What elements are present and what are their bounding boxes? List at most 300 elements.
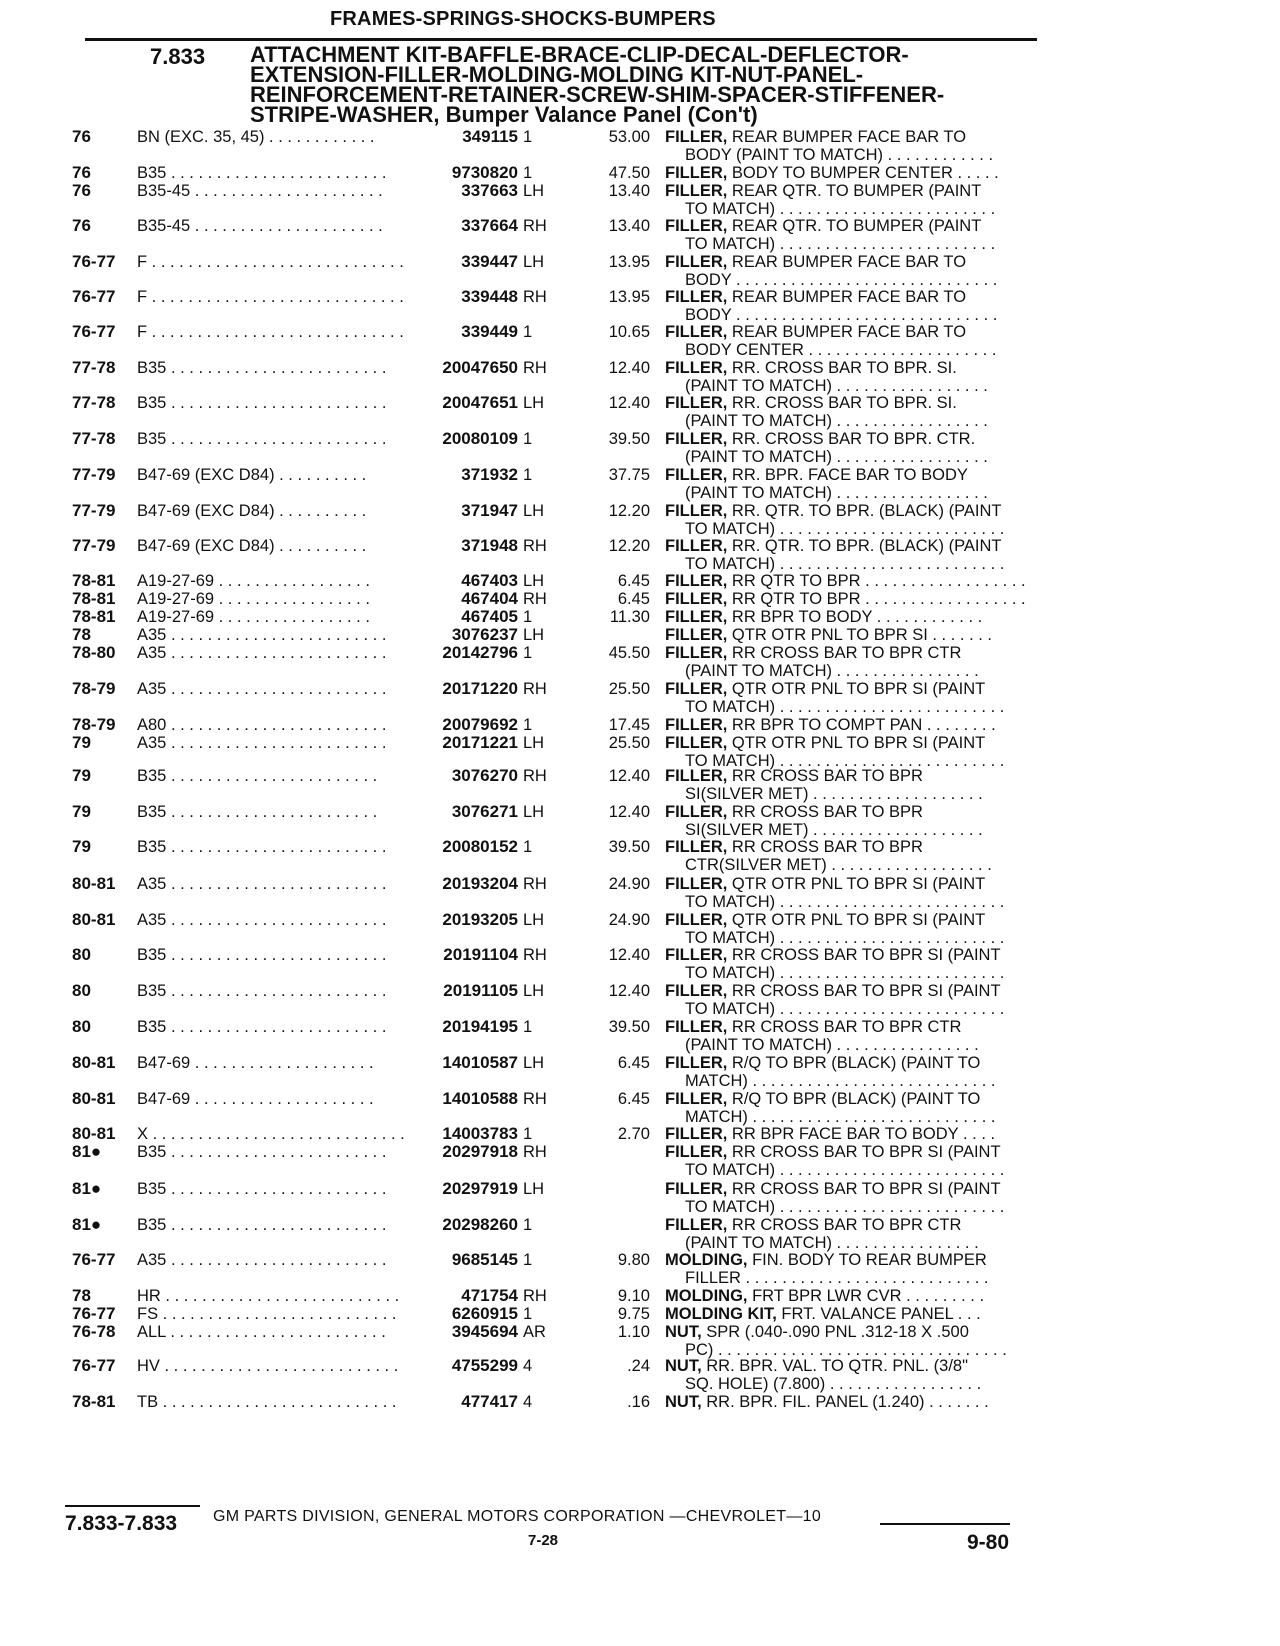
quantity-cell: LH [523, 394, 545, 412]
description-text: RR. CROSS BAR TO BPR. SI. [727, 359, 957, 377]
model-cell: B35 . . . . . . . . . . . . . . . . . . . . . . . [137, 767, 378, 785]
description-keyword: FILLER, [665, 288, 728, 306]
price-cell: 47.50 [608, 164, 650, 182]
description-cell [665, 626, 1035, 644]
description-keyword: MOLDING KIT, [665, 1305, 777, 1323]
model-cell: B47-69 . . . . . . . . . . . . . . . . . . . . [137, 1054, 374, 1072]
part-number-cell: 371947 [461, 501, 518, 520]
description-cell [665, 1251, 1035, 1269]
year-cell: 80 [72, 1017, 91, 1036]
quantity-cell: LH [523, 572, 545, 590]
description-text: REAR BUMPER FACE BAR TO [727, 128, 967, 146]
description-continuation: BODY . . . . . . . . . . . . . . . . . . . . . . . . . . . . . [685, 271, 998, 289]
price-cell: 9.80 [617, 1251, 650, 1269]
quantity-cell: LH [523, 1054, 545, 1072]
footer-publisher: GM PARTS DIVISION, GENERAL MOTORS CORPORATION —CHEVROLET—10 [213, 1508, 822, 1525]
part-number-cell: 3076237 [451, 625, 518, 644]
quantity-cell: 1 [523, 323, 533, 341]
price-cell: 6.45 [617, 590, 650, 608]
model-cell: B47-69 (EXC D84) . . . . . . . . . . [137, 502, 367, 520]
part-number-cell: 20080152 [442, 837, 518, 856]
quantity-cell: LH [523, 911, 545, 929]
description-continuation: (PAINT TO MATCH) . . . . . . . . . . . . . . . . . [685, 377, 988, 395]
year-cell: 80-81 [72, 910, 116, 929]
part-number-cell: 477417 [461, 1392, 518, 1411]
description-cell [665, 803, 1035, 821]
model-cell: B47-69 (EXC D84) . . . . . . . . . . [137, 466, 367, 484]
description-continuation: FILLER . . . . . . . . . . . . . . . . . . . . . . . . . . . [685, 1269, 989, 1287]
model-cell: A19-27-69 . . . . . . . . . . . . . . . . . [137, 590, 370, 608]
description-continuation: TO MATCH) . . . . . . . . . . . . . . . . . . . . . . . . . [685, 752, 1005, 770]
description-text: QTR OTR PNL TO BPR SI (PAINT [727, 875, 986, 893]
year-cell: 77-78 [72, 358, 116, 377]
model-cell: ALL . . . . . . . . . . . . . . . . . . . . . . . . [137, 1323, 386, 1341]
quantity-cell: RH [523, 1090, 547, 1108]
description-continuation: (PAINT TO MATCH) . . . . . . . . . . . . . . . . . [685, 448, 988, 466]
price-cell: 24.90 [608, 875, 650, 893]
description-continuation: TO MATCH) . . . . . . . . . . . . . . . . . . . . . . . . . [685, 929, 1005, 947]
part-number-cell: 20171221 [442, 733, 518, 752]
description-keyword: FILLER, [665, 217, 728, 235]
part-number-cell: 20194195 [442, 1017, 518, 1036]
model-cell: B35-45 . . . . . . . . . . . . . . . . . . . . . [137, 182, 383, 200]
model-cell: B35-45 . . . . . . . . . . . . . . . . . . . . . [137, 217, 383, 235]
description-keyword: FILLER, [665, 1143, 728, 1161]
model-cell: A19-27-69 . . . . . . . . . . . . . . . . . [137, 608, 370, 626]
description-continuation: (PAINT TO MATCH) . . . . . . . . . . . . . . . . [685, 1036, 979, 1054]
description-cell [665, 1054, 1035, 1072]
quantity-cell: RH [523, 288, 547, 306]
description-text: RR. BPR. FACE BAR TO BODY [727, 466, 968, 484]
model-cell: A35 . . . . . . . . . . . . . . . . . . . . . . . . [137, 680, 387, 698]
model-cell: HR . . . . . . . . . . . . . . . . . . . . . . . . . . [137, 1287, 400, 1305]
part-number-cell: 467405 [461, 607, 518, 626]
description-continuation: PC) . . . . . . . . . . . . . . . . . . . . . . . . . . . . . . . . [685, 1341, 1007, 1359]
description-keyword: FILLER, [665, 1090, 728, 1108]
year-cell: 79 [72, 837, 91, 856]
description-cell [665, 394, 1035, 412]
model-cell: A35 . . . . . . . . . . . . . . . . . . . . . . . . [137, 644, 387, 662]
quantity-cell: RH [523, 217, 547, 235]
price-cell: 37.75 [608, 466, 650, 484]
description-cell [665, 946, 1035, 964]
description-continuation: (PAINT TO MATCH) . . . . . . . . . . . . . . . . . [685, 484, 988, 502]
part-number-cell: 9730820 [451, 163, 518, 182]
description-cell [665, 1393, 1035, 1411]
part-number-cell: 20047651 [442, 393, 518, 412]
description-cell [665, 1323, 1035, 1341]
price-cell: 25.50 [608, 734, 650, 752]
description-keyword: FILLER, [665, 590, 728, 608]
year-cell: 76 [72, 181, 91, 200]
model-cell: TB . . . . . . . . . . . . . . . . . . . . . . . . . . [137, 1393, 397, 1411]
quantity-cell: LH [523, 803, 545, 821]
quantity-cell: 1 [523, 164, 533, 182]
description-keyword: FILLER, [665, 253, 728, 271]
description-keyword: FILLER, [665, 323, 728, 341]
quantity-cell: 1 [523, 1216, 533, 1234]
description-keyword: FILLER, [665, 182, 728, 200]
quantity-cell: RH [523, 767, 547, 785]
description-cell [665, 1125, 1035, 1143]
quantity-cell: RH [523, 946, 547, 964]
footer-page-number: 7-28 [528, 1532, 559, 1549]
description-keyword: FILLER, [665, 608, 728, 626]
quantity-cell: 1 [523, 430, 533, 448]
year-cell: 76-77 [72, 287, 116, 306]
model-cell: B35 . . . . . . . . . . . . . . . . . . . . . . . . [137, 946, 387, 964]
quantity-cell: 4 [523, 1357, 533, 1375]
year-cell: 81● [72, 1142, 102, 1161]
quantity-cell: LH [523, 626, 545, 644]
description-cell [665, 537, 1035, 555]
description-continuation: BODY (PAINT TO MATCH) . . . . . . . . . . . . [685, 146, 994, 164]
part-number-cell: 20297919 [442, 1179, 518, 1198]
model-cell: F . . . . . . . . . . . . . . . . . . . . . . . . . . . . [137, 323, 404, 341]
description-continuation: (PAINT TO MATCH) . . . . . . . . . . . . . . . . [685, 1234, 979, 1252]
quantity-cell: RH [523, 1287, 547, 1305]
price-cell: 17.45 [608, 716, 650, 734]
model-cell: B35 . . . . . . . . . . . . . . . . . . . . . . . . [137, 1143, 387, 1161]
price-cell: .24 [627, 1357, 650, 1375]
part-number-cell: 20297918 [442, 1142, 518, 1161]
description-text: RR CROSS BAR TO BPR SI (PAINT [727, 1180, 1001, 1198]
quantity-cell: RH [523, 875, 547, 893]
description-continuation: SI(SILVER MET) . . . . . . . . . . . . . . . . . . . [685, 821, 983, 839]
description-cell [665, 911, 1035, 929]
description-keyword: FILLER, [665, 1125, 728, 1143]
price-cell: 2.70 [617, 1125, 650, 1143]
description-cell [665, 590, 1035, 608]
description-cell [665, 128, 1035, 146]
description-continuation: TO MATCH) . . . . . . . . . . . . . . . . . . . . . . . . . [685, 520, 1005, 538]
model-cell: B35 . . . . . . . . . . . . . . . . . . . . . . . . [137, 164, 387, 182]
description-text: R/Q TO BPR (BLACK) (PAINT TO [727, 1054, 981, 1072]
year-cell: 78-81 [72, 1392, 116, 1411]
description-keyword: FILLER, [665, 164, 728, 182]
description-text: RR. QTR. TO BPR. (BLACK) (PAINT [727, 537, 1002, 555]
model-cell: B35 . . . . . . . . . . . . . . . . . . . . . . . . [137, 430, 387, 448]
part-number-cell: 20080109 [442, 429, 518, 448]
price-cell: 39.50 [608, 1018, 650, 1036]
description-text: BODY TO BUMPER CENTER . . . . . [727, 164, 999, 182]
description-continuation: BODY CENTER . . . . . . . . . . . . . . . . . . . . . [685, 341, 997, 359]
description-text: RR. QTR. TO BPR. (BLACK) (PAINT [727, 502, 1002, 520]
price-cell: 12.40 [608, 803, 650, 821]
year-cell: 80-81 [72, 1053, 116, 1072]
description-keyword: FILLER, [665, 911, 728, 929]
part-number-cell: 3076270 [451, 766, 518, 785]
model-cell: BN (EXC. 35, 45) . . . . . . . . . . . . [137, 128, 375, 146]
part-number-cell: 20079692 [442, 715, 518, 734]
description-keyword: FILLER, [665, 982, 728, 1000]
description-cell [665, 430, 1035, 448]
quantity-cell: LH [523, 1180, 545, 1198]
description-keyword: FILLER, [665, 803, 728, 821]
description-keyword: FILLER, [665, 1054, 728, 1072]
description-text: RR CROSS BAR TO BPR [727, 767, 923, 785]
description-continuation: TO MATCH) . . . . . . . . . . . . . . . . . . . . . . . . . [685, 698, 1005, 716]
quantity-cell: 1 [523, 1251, 533, 1269]
section-title-line: REINFORCEMENT-RETAINER-SCREW-SHIM-SPACER-STIFFENER- [250, 82, 945, 107]
quantity-cell: 1 [523, 1305, 533, 1323]
quantity-cell: LH [523, 734, 545, 752]
description-text: RR BPR FACE BAR TO BODY . . . . [727, 1125, 996, 1143]
quantity-cell: 4 [523, 1393, 533, 1411]
model-cell: B47-69 (EXC D84) . . . . . . . . . . [137, 537, 367, 555]
description-cell [665, 1357, 1035, 1375]
year-cell: 78-81 [72, 571, 116, 590]
year-cell: 78-79 [72, 679, 116, 698]
quantity-cell: 1 [523, 128, 533, 146]
description-text: R/Q TO BPR (BLACK) (PAINT TO [727, 1090, 981, 1108]
part-number-cell: 6260915 [451, 1304, 518, 1323]
year-cell: 76-77 [72, 1356, 116, 1375]
model-cell: FS . . . . . . . . . . . . . . . . . . . . . . . . . . [137, 1305, 397, 1323]
year-cell: 80-81 [72, 1089, 116, 1108]
price-cell: 6.45 [617, 1090, 650, 1108]
description-cell [665, 502, 1035, 520]
description-cell [665, 1180, 1035, 1198]
year-cell: 78-80 [72, 643, 116, 662]
price-cell: 12.40 [608, 767, 650, 785]
footer-rule-left [65, 1505, 200, 1507]
description-text: RR CROSS BAR TO BPR CTR [727, 1216, 962, 1234]
description-continuation: BODY . . . . . . . . . . . . . . . . . . . . . . . . . . . . . [685, 306, 998, 324]
price-cell: 13.95 [608, 288, 650, 306]
description-cell [665, 982, 1035, 1000]
description-cell [665, 217, 1035, 235]
year-cell: 81● [72, 1215, 102, 1234]
description-keyword: NUT, [665, 1393, 702, 1411]
model-cell: B47-69 . . . . . . . . . . . . . . . . . . . . [137, 1090, 374, 1108]
year-cell: 76 [72, 127, 91, 146]
model-cell: A19-27-69 . . . . . . . . . . . . . . . . . [137, 572, 370, 590]
quantity-cell: 1 [523, 466, 533, 484]
year-cell: 79 [72, 766, 91, 785]
year-cell: 78-81 [72, 589, 116, 608]
model-cell: A35 . . . . . . . . . . . . . . . . . . . . . . . . [137, 1251, 387, 1269]
description-text: RR. BPR. VAL. TO QTR. PNL. (3/8" [701, 1357, 968, 1375]
part-number-cell: 14003783 [442, 1124, 518, 1143]
description-text: RR BPR TO BODY . . . . . . . . . . . . [727, 608, 983, 626]
description-text: REAR QTR. TO BUMPER (PAINT [727, 217, 982, 235]
description-cell [665, 1143, 1035, 1161]
quantity-cell: RH [523, 590, 547, 608]
description-keyword: FILLER, [665, 644, 728, 662]
description-cell [665, 572, 1035, 590]
part-number-cell: 339449 [461, 322, 518, 341]
description-text: RR CROSS BAR TO BPR [727, 838, 923, 856]
price-cell: .16 [627, 1393, 650, 1411]
year-cell: 77-78 [72, 393, 116, 412]
description-text: RR CROSS BAR TO BPR [727, 803, 923, 821]
description-continuation: TO MATCH) . . . . . . . . . . . . . . . . . . . . . . . . [685, 200, 996, 218]
description-cell [665, 1287, 1035, 1305]
description-text: RR QTR TO BPR . . . . . . . . . . . . . . . . . . [727, 572, 1026, 590]
quantity-cell: RH [523, 1143, 547, 1161]
quantity-cell: RH [523, 680, 547, 698]
footer-date: 9-80 [967, 1531, 1010, 1554]
description-keyword: FILLER, [665, 1018, 728, 1036]
description-cell [665, 838, 1035, 856]
description-keyword: FILLER, [665, 767, 728, 785]
quantity-cell: 1 [523, 1018, 533, 1036]
part-number-cell: 20171220 [442, 679, 518, 698]
price-cell: 9.10 [617, 1287, 650, 1305]
part-number-cell: 14010588 [442, 1089, 518, 1108]
part-number-cell: 471754 [461, 1286, 518, 1305]
model-cell: F . . . . . . . . . . . . . . . . . . . . . . . . . . . . [137, 253, 404, 271]
description-text: REAR BUMPER FACE BAR TO [727, 253, 967, 271]
year-cell: 78 [72, 1286, 91, 1305]
description-cell [665, 323, 1035, 341]
part-number-cell: 20191104 [443, 945, 518, 964]
year-cell: 77-79 [72, 501, 116, 520]
section-title-line: ATTACHMENT KIT-BAFFLE-BRACE-CLIP-DECAL-DEFLECTOR- [250, 42, 909, 67]
model-cell: HV . . . . . . . . . . . . . . . . . . . . . . . . . . [137, 1357, 399, 1375]
description-continuation: SQ. HOLE) (7.800) . . . . . . . . . . . . . . . . . [685, 1375, 982, 1393]
model-cell: A35 . . . . . . . . . . . . . . . . . . . . . . . . [137, 911, 387, 929]
year-cell: 77-79 [72, 536, 116, 555]
description-cell [665, 608, 1035, 626]
description-continuation: (PAINT TO MATCH) . . . . . . . . . . . . . . . . . [685, 412, 988, 430]
description-continuation: MATCH) . . . . . . . . . . . . . . . . . . . . . . . . . . . [685, 1072, 996, 1090]
year-cell: 81● [72, 1179, 102, 1198]
description-cell [665, 288, 1035, 306]
description-keyword: FILLER, [665, 875, 728, 893]
quantity-cell: RH [523, 537, 547, 555]
description-text: RR. CROSS BAR TO BPR. CTR. [727, 430, 976, 448]
year-cell: 79 [72, 802, 91, 821]
description-continuation: SI(SILVER MET) . . . . . . . . . . . . . . . . . . . [685, 785, 983, 803]
description-keyword: MOLDING, [665, 1251, 748, 1269]
year-cell: 77-78 [72, 429, 116, 448]
quantity-cell: LH [523, 182, 545, 200]
description-keyword: FILLER, [665, 430, 728, 448]
year-cell: 76 [72, 216, 91, 235]
year-cell: 76-77 [72, 322, 116, 341]
description-text: RR CROSS BAR TO BPR SI (PAINT [727, 946, 1001, 964]
year-cell: 77-79 [72, 465, 116, 484]
description-text: RR BPR TO COMPT PAN . . . . . . . . [727, 716, 996, 734]
price-cell: 13.40 [608, 217, 650, 235]
description-cell [665, 716, 1035, 734]
part-number-cell: 339448 [461, 287, 518, 306]
description-text: REAR BUMPER FACE BAR TO [727, 288, 967, 306]
price-cell: 39.50 [608, 838, 650, 856]
description-cell [665, 359, 1035, 377]
model-cell: X . . . . . . . . . . . . . . . . . . . . . . . . . . . . [137, 1125, 405, 1143]
part-number-cell: 4755299 [451, 1356, 518, 1375]
part-number-cell: 337664 [461, 216, 518, 235]
description-text: REAR QTR. TO BUMPER (PAINT [727, 182, 982, 200]
description-keyword: FILLER, [665, 946, 728, 964]
price-cell: 12.40 [608, 982, 650, 1000]
year-cell: 76-78 [72, 1322, 116, 1341]
price-cell: 12.20 [608, 502, 650, 520]
description-cell [665, 1018, 1035, 1036]
description-text: RR. CROSS BAR TO BPR. SI. [727, 394, 957, 412]
model-cell: B35 . . . . . . . . . . . . . . . . . . . . . . . . [137, 982, 387, 1000]
price-cell: 11.30 [609, 608, 650, 626]
price-cell: 39.50 [608, 430, 650, 448]
model-cell: F . . . . . . . . . . . . . . . . . . . . . . . . . . . . [137, 288, 404, 306]
year-cell: 78-81 [72, 607, 116, 626]
year-cell: 76 [72, 163, 91, 182]
description-keyword: FILLER, [665, 734, 728, 752]
description-continuation: TO MATCH) . . . . . . . . . . . . . . . . . . . . . . . . . [685, 1198, 1005, 1216]
description-continuation: TO MATCH) . . . . . . . . . . . . . . . . . . . . . . . . . [685, 964, 1005, 982]
model-cell: B35 . . . . . . . . . . . . . . . . . . . . . . . [137, 803, 378, 821]
year-cell: 78-79 [72, 715, 116, 734]
model-cell: B35 . . . . . . . . . . . . . . . . . . . . . . . . [137, 359, 387, 377]
quantity-cell: 1 [523, 838, 533, 856]
price-cell: 12.40 [608, 394, 650, 412]
page-header-title: FRAMES-SPRINGS-SHOCKS-BUMPERS [330, 8, 716, 30]
price-cell: 45.50 [608, 644, 650, 662]
description-cell [665, 875, 1035, 893]
price-cell: 13.40 [608, 182, 650, 200]
description-keyword: FILLER, [665, 128, 728, 146]
description-cell [665, 1305, 1035, 1323]
description-text: FRT BPR LWR CVR . . . . . . . . . [747, 1287, 985, 1305]
part-number-cell: 349115 [462, 127, 518, 146]
description-keyword: FILLER, [665, 626, 728, 644]
description-text: REAR BUMPER FACE BAR TO [727, 323, 967, 341]
quantity-cell: RH [523, 359, 547, 377]
description-keyword: FILLER, [665, 680, 728, 698]
description-keyword: FILLER, [665, 466, 728, 484]
description-keyword: FILLER, [665, 838, 728, 856]
description-keyword: NUT, [665, 1357, 702, 1375]
year-cell: 76-77 [72, 1304, 116, 1323]
part-number-cell: 337663 [461, 181, 518, 200]
part-number-cell: 339447 [461, 252, 518, 271]
part-number-cell: 371948 [461, 536, 518, 555]
description-text: RR QTR TO BPR . . . . . . . . . . . . . . . . . . [727, 590, 1026, 608]
price-cell: 24.90 [608, 911, 650, 929]
description-keyword: FILLER, [665, 716, 728, 734]
description-text: RR CROSS BAR TO BPR SI (PAINT [727, 1143, 1001, 1161]
year-cell: 80 [72, 945, 91, 964]
description-text: QTR OTR PNL TO BPR SI (PAINT [727, 911, 986, 929]
model-cell: B35 . . . . . . . . . . . . . . . . . . . . . . . . [137, 1018, 387, 1036]
description-keyword: NUT, [665, 1323, 702, 1341]
part-number-cell: 20193204 [442, 874, 518, 893]
quantity-cell: 1 [523, 608, 533, 626]
description-text: SPR (.040-.090 PNL .312-18 X .500 [701, 1323, 969, 1341]
model-cell: B35 . . . . . . . . . . . . . . . . . . . . . . . . [137, 1180, 387, 1198]
description-continuation: TO MATCH) . . . . . . . . . . . . . . . . . . . . . . . . . [685, 555, 1005, 573]
description-text: RR CROSS BAR TO BPR SI (PAINT [727, 982, 1001, 1000]
description-text: FIN. BODY TO REAR BUMPER [747, 1251, 987, 1269]
model-cell: A80 . . . . . . . . . . . . . . . . . . . . . . . . [137, 716, 387, 734]
year-cell: 76-77 [72, 252, 116, 271]
year-cell: 80-81 [72, 1124, 116, 1143]
description-cell [665, 164, 1035, 182]
price-cell: 25.50 [608, 680, 650, 698]
model-cell: A35 . . . . . . . . . . . . . . . . . . . . . . . . [137, 734, 387, 752]
model-cell: B35 . . . . . . . . . . . . . . . . . . . . . . . . [137, 1216, 387, 1234]
part-number-cell: 467404 [461, 589, 518, 608]
year-cell: 79 [72, 733, 91, 752]
description-text: QTR OTR PNL TO BPR SI (PAINT [727, 734, 986, 752]
price-cell: 6.45 [617, 572, 650, 590]
part-number-cell: 20142796 [442, 643, 518, 662]
description-continuation: TO MATCH) . . . . . . . . . . . . . . . . . . . . . . . . [685, 235, 996, 253]
description-continuation: TO MATCH) . . . . . . . . . . . . . . . . . . . . . . . . . [685, 1161, 1005, 1179]
